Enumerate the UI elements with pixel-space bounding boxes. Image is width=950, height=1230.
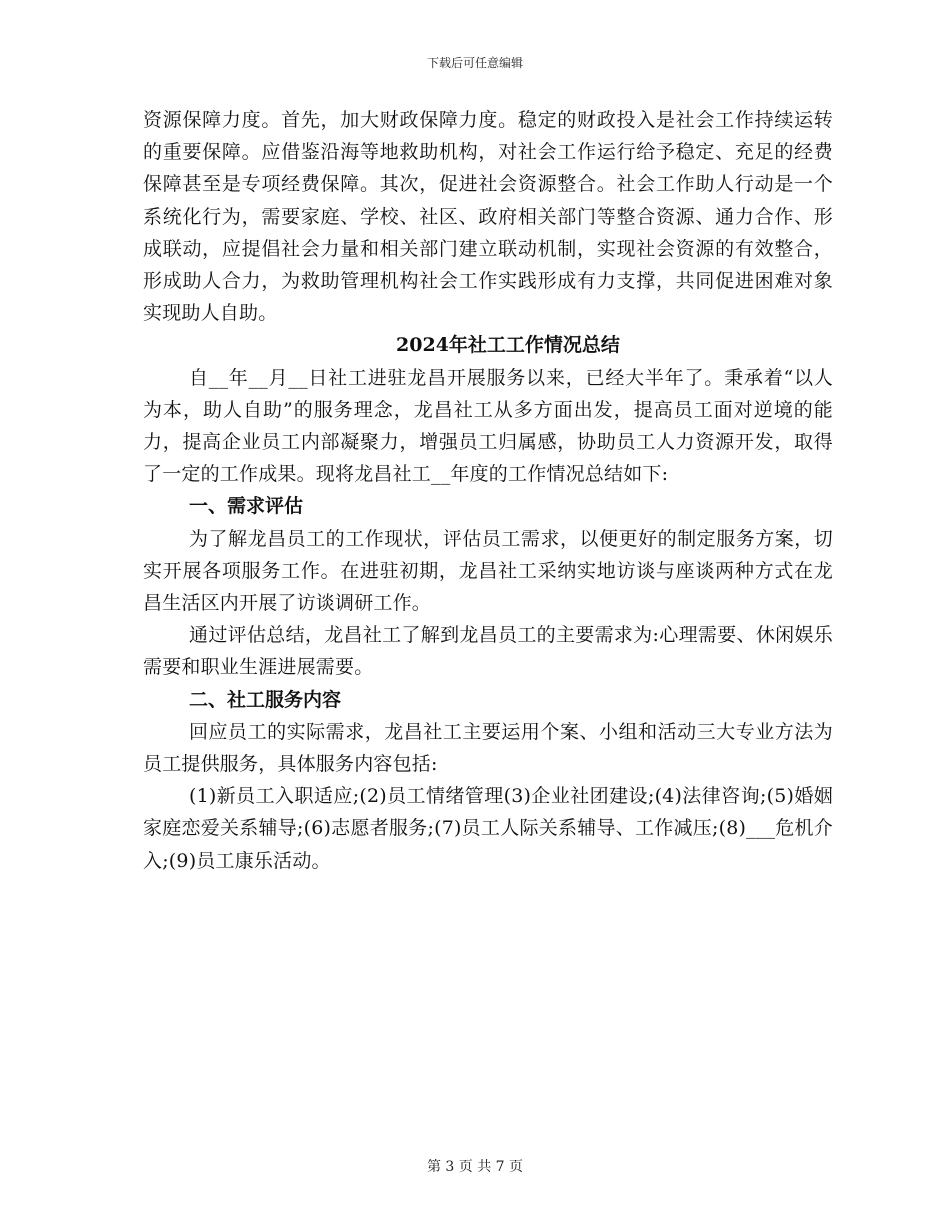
page-header: 下载后可任意编辑 [426, 56, 523, 70]
service-content-list: (1)新员工入职适应;(2)员工情绪管理(3)企业社团建设;(4)法律咨询;(5)婚姻家庭恋爱关系辅导;(6)志愿者服务;(7)员工人际关系辅导、工作减压;(8)___危机介入;(9)员工康乐活动。 [143, 785, 833, 872]
needs-assessment-paragraph-2: 通过评估总结，龙昌社工了解到龙昌员工的主要需求为:心理需要、休闲娱乐需要和职业生涯进展需要。 [143, 624, 833, 679]
page-footer: 第 3 页 共 7 页 [426, 1159, 524, 1175]
needs-assessment-paragraph-1: 为了解龙昌员工的工作现状，评估员工需求，以便更好的制定服务方案，切实开展各项服务工作。在进驻初期，龙昌社工采纳实地访谈与座谈两种方式在龙昌生活区内开展了访谈调研工作。 [143, 527, 833, 615]
section-heading-service-content: 二、社工服务内容 [189, 688, 342, 711]
opening-paragraph: 自__年__月__日社工进驻龙昌开展服务以来，已经大半年了。秉承着“以人为本，助人自助”的服务理念，龙昌社工从多方面出发，提高员工面对逆境的能力，提高企业员工内部凝聚力，增强员工归属感，协助员工人力资源开发，取得了一定的工作成果。现将龙昌社工__年度的工作情况总结如下: [143, 366, 833, 486]
service-content-paragraph-1: 回应员工的实际需求，龙昌社工主要运用个案、小组和活动三大专业方法为员工提供服务，具体服务内容包括: [143, 720, 833, 776]
document-title: 2024年社工工作情况总结 [396, 334, 620, 357]
intro-paragraph: 资源保障力度。首先，加大财政保障力度。稳定的财政投入是社会工作持续运转的重要保障。应借鉴沿海等地救助机构，对社会工作运行给予稳定、充足的经费保障甚至是专项经费保障。其次，促进社会资源整合。社会工作助人行动是一个系统化行为，需要家庭、学校、社区、政府相关部门等整合资源、通力合作、形成联动，应提倡社会力量和相关部门建立联动机制，实现社会资源的有效整合，形成助人合力，为救助管理机构社会工作实践形成有力支撑，共同促进困难对象实现助人自助。 [143, 109, 833, 325]
document-body [143, 104, 833, 877]
section-heading-needs-assessment: 一、需求评估 [189, 495, 304, 518]
